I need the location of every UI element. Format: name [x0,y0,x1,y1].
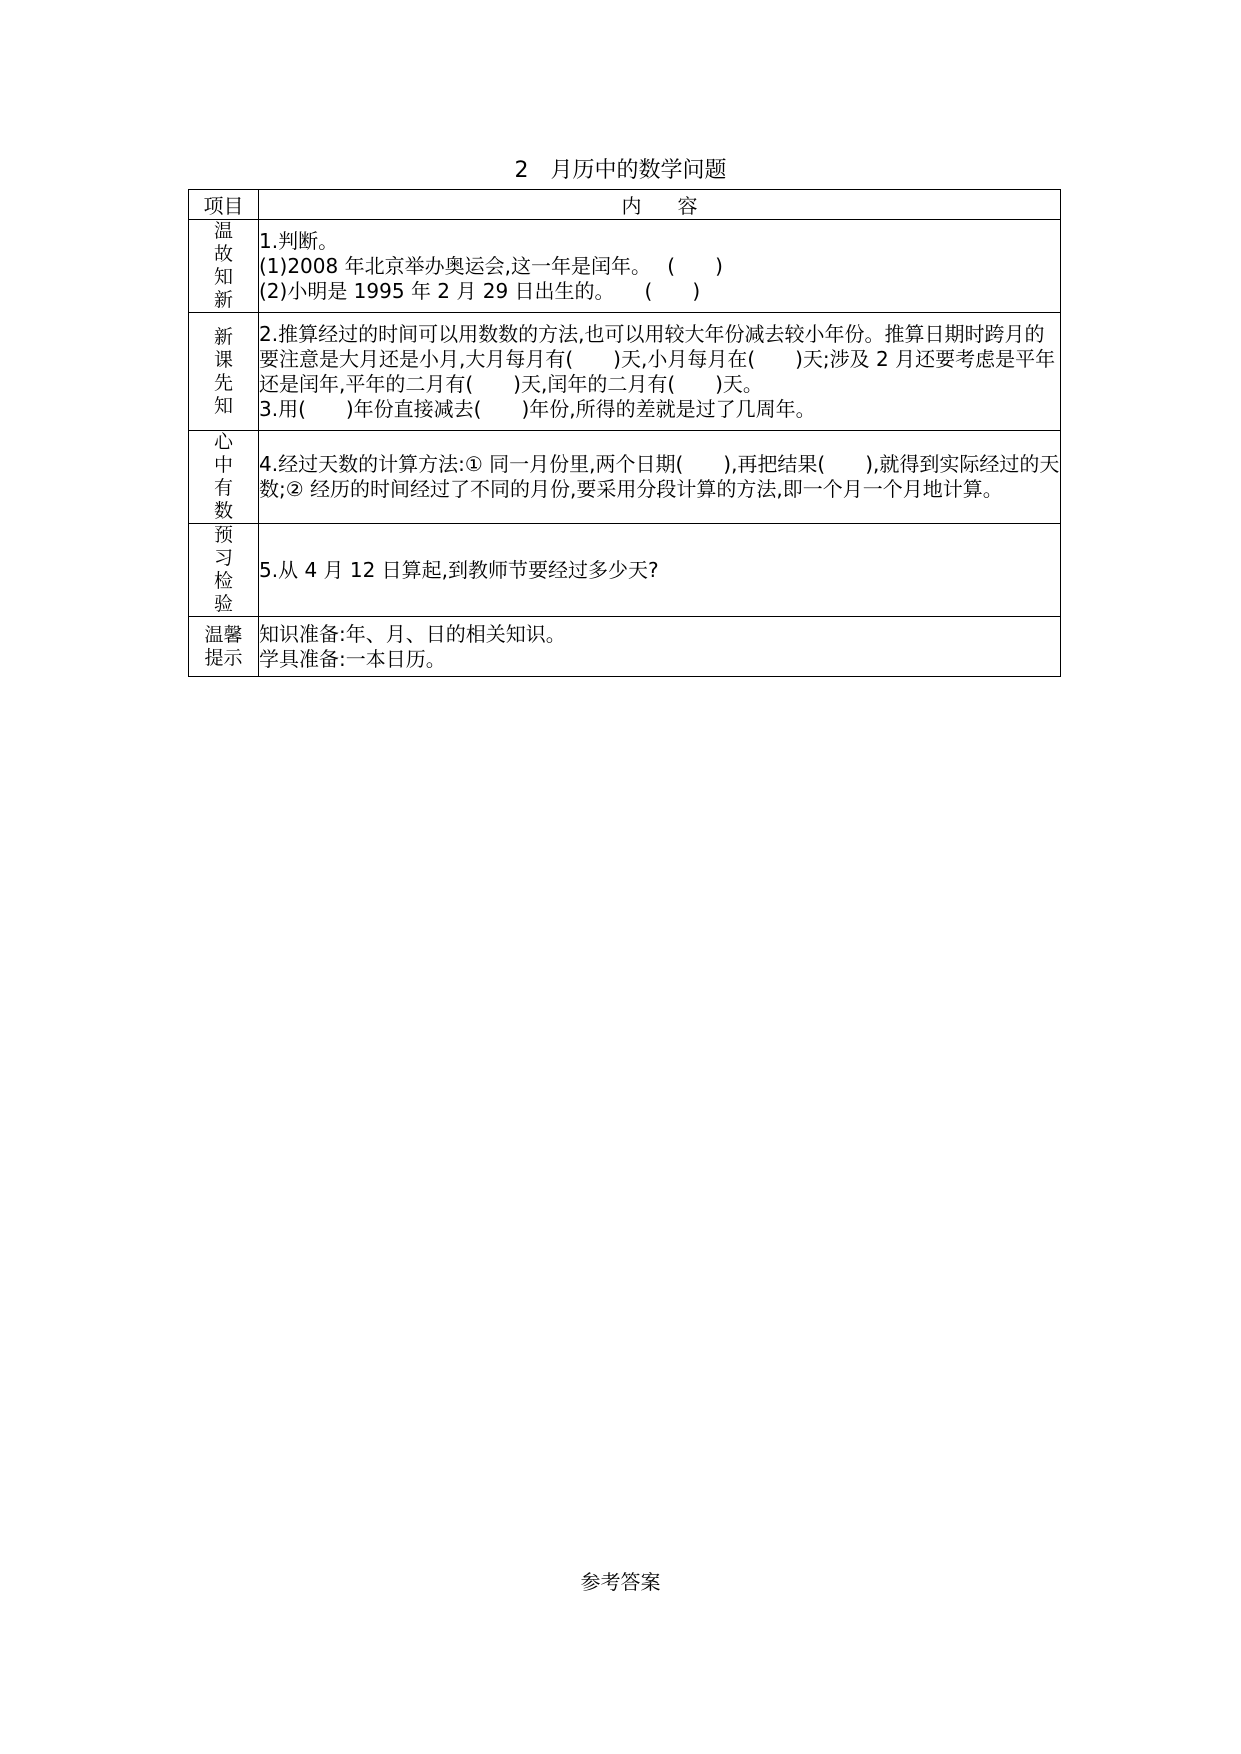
section-number: 2 [514,158,529,183]
row-label: 温馨 提示 [189,617,259,677]
row-content [259,524,1061,617]
row-label: 温 故 知 新 [189,220,259,313]
row-label: 心 中 有 数 [189,431,259,524]
header-item: 项目 [189,190,259,220]
table-row [189,617,1061,677]
row-content [259,220,1061,313]
question-text: 4.经过天数的计算方法:① 同一月份里,两个日期( ),再把结果( ),就得到实际经过的天数;② 经历的时间经过了不同的月份,要采用分段计算的方法,即一个月一个月地计算。 [259,452,1060,501]
table-row [189,220,1061,313]
table-row [189,431,1061,524]
table-row [189,524,1061,617]
question-text: 3.用( )年份直接减去( )年份,所得的差就是过了几周年。 [259,396,816,421]
worksheet-table [188,189,1061,677]
answer-key-heading: 参考答案 [580,1570,661,1594]
question-text: 5.从 4 月 12 日算起,到教师节要经过多少天? [259,557,659,582]
question-text: (2)小明是 1995 年 2 月 29 日出生的。 ( ) [259,278,701,303]
header-row [189,190,1061,220]
section-title: 月历中的数学问题 [550,158,727,183]
tip-text: 知识准备:年、月、日的相关知识。 [259,621,566,646]
row-content [259,617,1061,677]
row-content [259,313,1061,431]
header-content: 内 容 [259,190,1061,220]
table-row [189,313,1061,431]
row-label: 新 课 先 知 [189,313,259,431]
question-text: (1)2008 年北京举办奥运会,这一年是闰年。 ( ) [259,253,723,278]
page-title [0,156,1241,186]
question-text: 1.判断。 [259,228,339,253]
row-label: 预 习 检 验 [189,524,259,617]
tip-text: 学具准备:一本日历。 [259,646,446,671]
question-text: 2.推算经过的时间可以用数数的方法,也可以用较大年份减去较小年份。推算日期时跨月的要注意是大月还是小月,大月每月有( )天,小月每月在( )天;涉及 2 月还要考虑是平年还是闰年,平年的二月有( )天,闰年的二月有( )天。 [259,321,1056,396]
row-content [259,431,1061,524]
